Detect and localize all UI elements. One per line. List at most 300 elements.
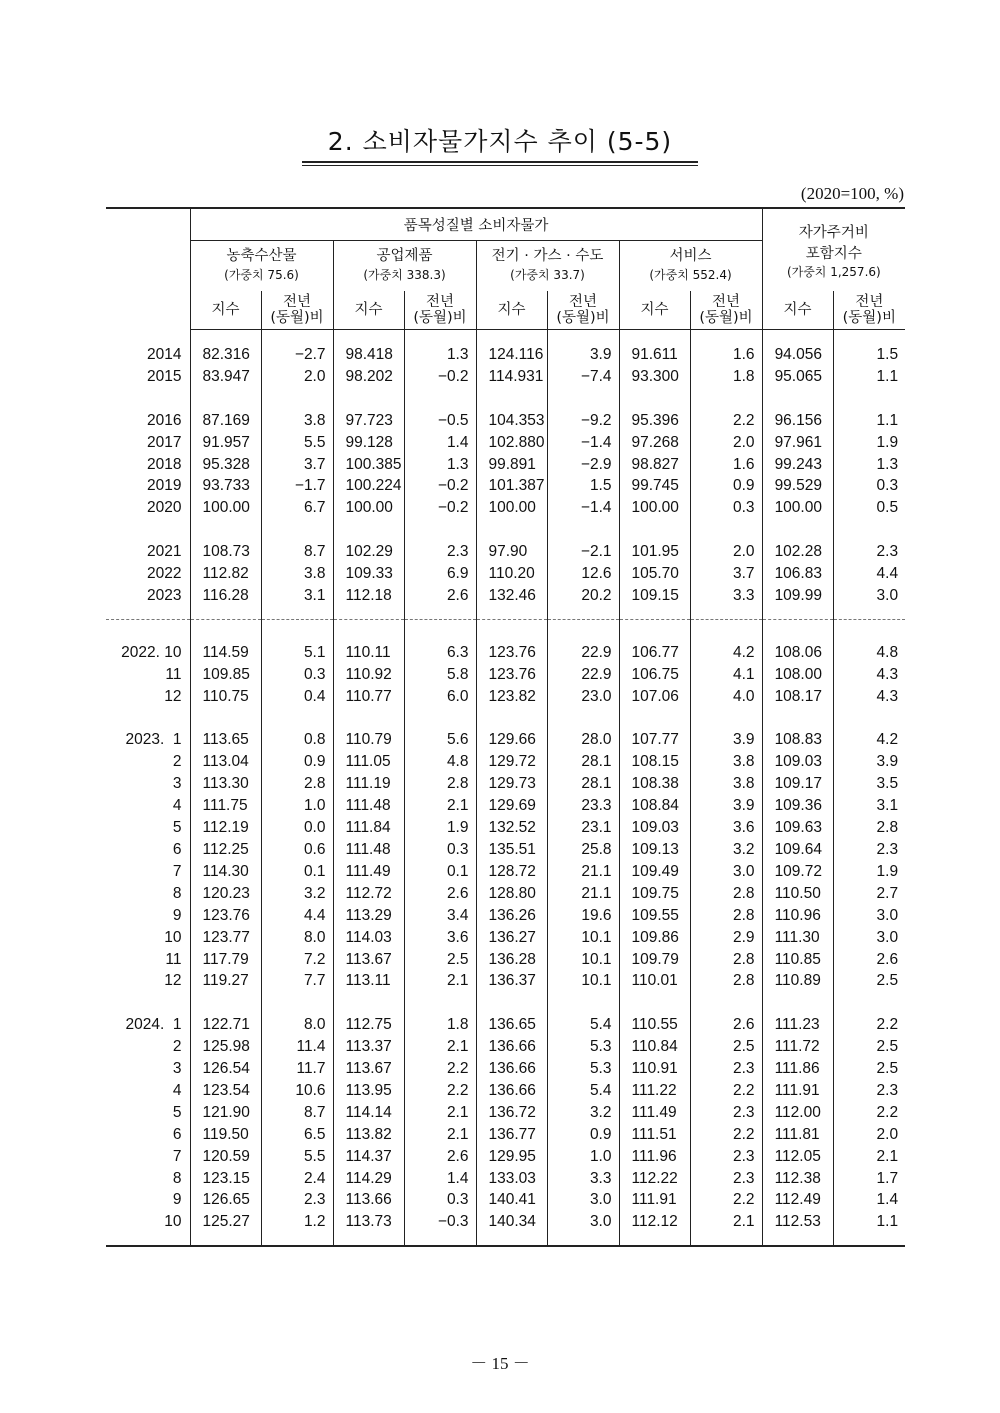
index-value: 136.66 [476,1058,547,1080]
yoy-ratio-value: 1.3 [404,454,476,476]
index-value: 99.891 [476,454,547,476]
index-value: 97.268 [619,432,690,454]
yoy-ratio-value: 2.9 [690,927,762,949]
index-value: 111.05 [333,751,404,773]
yoy-ratio-value: 3.8 [690,773,762,795]
yoy-ratio-value: 2.0 [690,541,762,563]
yoy-ratio-value: 0.9 [261,751,333,773]
yoy-ratio-value: 3.9 [690,729,762,751]
index-value: 123.54 [190,1080,261,1102]
row-period-label: 5 [172,819,182,837]
index-value: 136.26 [476,905,547,927]
yoy-ratio-value: 28.0 [547,729,619,751]
index-value: 116.28 [190,585,261,607]
yoy-ratio-value: 12.6 [547,563,619,585]
yoy-ratio-value: 28.1 [547,751,619,773]
yoy-ratio-value: 2.6 [690,1014,762,1036]
yoy-ratio-value: 0.3 [261,664,333,686]
index-value: 120.23 [190,883,261,905]
index-value: 111.30 [762,927,833,949]
title-underline [302,161,698,163]
yoy-ratio-value: 4.3 [833,664,905,686]
yoy-ratio-value: 2.3 [690,1058,762,1080]
yoy-ratio-value: 5.6 [404,729,476,751]
row-period-label: 3 [172,775,182,793]
index-value: 100.00 [190,497,261,519]
yoy-ratio-value: 2.2 [690,1189,762,1211]
yoy-ratio-value: 4.8 [833,642,905,664]
index-value: 101.95 [619,541,690,563]
subheader-ratio-line2: (동월)비 [270,310,324,326]
yoy-ratio-value: −0.5 [404,410,476,432]
yoy-ratio-value: 2.3 [690,1168,762,1190]
row-period-label: 10 [164,1213,182,1231]
yoy-ratio-value: 28.1 [547,773,619,795]
yoy-ratio-value: 3.5 [833,773,905,795]
index-value: 123.77 [190,927,261,949]
yoy-ratio-value: 2.8 [261,773,333,795]
table-row [106,883,905,905]
index-value: 136.37 [476,970,547,992]
index-value: 111.49 [333,861,404,883]
yoy-ratio-value: 2.1 [404,1124,476,1146]
owner-housing-weight: (가중치 1,257.6) [786,264,881,279]
index-value: 140.41 [476,1189,547,1211]
yoy-ratio-value: −2.1 [547,541,619,563]
yoy-ratio-value: −0.2 [404,475,476,497]
yoy-ratio-value: 0.6 [261,839,333,861]
index-value: 101.387 [476,475,547,497]
index-value: 108.84 [619,795,690,817]
index-value: 128.72 [476,861,547,883]
yoy-ratio-value: 3.6 [690,817,762,839]
row-period-label: 2015 [147,367,182,385]
yoy-ratio-value: 0.3 [404,1189,476,1211]
category-weight: (가중치 338.3) [363,268,446,282]
table-row [106,1124,905,1146]
yoy-ratio-value: 5.8 [404,664,476,686]
index-value: 129.72 [476,751,547,773]
index-value: 108.17 [762,686,833,708]
yoy-ratio-value: 0.3 [404,839,476,861]
index-value: 112.05 [762,1146,833,1168]
index-value: 113.30 [190,773,261,795]
row-period-label: 8 [172,1169,182,1187]
yoy-ratio-value: 2.2 [833,1102,905,1124]
index-value: 106.83 [762,563,833,585]
index-value: 110.91 [619,1058,690,1080]
index-value: 136.27 [476,927,547,949]
yoy-ratio-value: 1.9 [833,432,905,454]
yoy-ratio-value: 23.1 [547,817,619,839]
index-value: 109.36 [762,795,833,817]
yoy-ratio-value: 1.9 [404,817,476,839]
yoy-ratio-value: 3.4 [404,905,476,927]
yoy-ratio-value: 2.6 [833,949,905,971]
index-value: 140.34 [476,1211,547,1233]
yoy-ratio-value: 3.0 [547,1211,619,1233]
yoy-ratio-value: 1.4 [833,1189,905,1211]
yoy-ratio-value: −2.9 [547,454,619,476]
index-value: 132.52 [476,817,547,839]
yoy-ratio-value: 2.1 [690,1211,762,1233]
yoy-ratio-value: 3.0 [833,585,905,607]
yoy-ratio-value: 10.1 [547,927,619,949]
yoy-ratio-value: 2.5 [690,1036,762,1058]
index-value: 121.90 [190,1102,261,1124]
yoy-ratio-value: 3.9 [690,795,762,817]
table-row [106,970,905,992]
index-value: 87.169 [190,410,261,432]
index-value: 110.55 [619,1014,690,1036]
yoy-ratio-value: 2.3 [833,839,905,861]
index-value: 113.82 [333,1124,404,1146]
index-value: 114.14 [333,1102,404,1124]
yoy-ratio-value: 2.1 [404,970,476,992]
row-period-label: 2014 [147,346,182,363]
index-value: 111.48 [333,839,404,861]
yoy-ratio-value: 2.0 [690,432,762,454]
row-period-label: 3 [172,1060,182,1078]
yoy-ratio-value: 3.3 [547,1168,619,1190]
index-value: 111.51 [619,1124,690,1146]
row-period-label: 6 [172,1125,182,1143]
index-value: 107.06 [619,686,690,708]
yoy-ratio-value: 23.3 [547,795,619,817]
index-value: 113.11 [333,970,404,992]
index-value: 123.76 [190,905,261,927]
yoy-ratio-value: 2.8 [690,883,762,905]
yoy-ratio-value: 4.1 [690,664,762,686]
index-value: 117.79 [190,949,261,971]
index-value: 96.156 [762,410,833,432]
yoy-ratio-value: 2.2 [404,1080,476,1102]
yoy-ratio-value: 1.3 [404,344,476,366]
yoy-ratio-value: 8.7 [261,541,333,563]
index-value: 123.15 [190,1168,261,1190]
table-row [106,344,905,366]
table-row [106,541,905,563]
index-value: 112.75 [333,1014,404,1036]
yoy-ratio-value: 2.8 [404,773,476,795]
yoy-ratio-value: 4.2 [833,729,905,751]
yoy-ratio-value: 2.3 [404,541,476,563]
index-value: 112.38 [762,1168,833,1190]
yoy-ratio-value: 3.6 [404,927,476,949]
index-value: 97.961 [762,432,833,454]
index-value: 106.75 [619,664,690,686]
index-value: 109.55 [619,905,690,927]
yoy-ratio-value: 2.1 [833,1146,905,1168]
yoy-ratio-value: 8.7 [261,1102,333,1124]
index-value: 113.95 [333,1080,404,1102]
yoy-ratio-value: 5.4 [547,1014,619,1036]
index-value: 98.827 [619,454,690,476]
yoy-ratio-value: 6.3 [404,642,476,664]
subheader-ratio-line1: 전년 [712,294,741,310]
table-row [106,432,905,454]
index-value: 110.84 [619,1036,690,1058]
page-number: － 15 － [470,1354,530,1373]
subheader-ratio [690,291,762,330]
index-value: 109.63 [762,817,833,839]
row-period-label: 2021 [147,543,182,561]
index-value: 110.20 [476,563,547,585]
index-value: 99.529 [762,475,833,497]
index-value: 110.85 [762,949,833,971]
yoy-ratio-value: 21.1 [547,883,619,905]
yoy-ratio-value: 2.1 [404,1102,476,1124]
yoy-ratio-value: 4.0 [690,686,762,708]
table-row [106,1168,905,1190]
category-name: 공업제품 [376,248,433,264]
yoy-ratio-value: 5.4 [547,1080,619,1102]
index-value: 129.69 [476,795,547,817]
table-row [106,1036,905,1058]
index-value: 100.00 [476,497,547,519]
index-value: 110.96 [762,905,833,927]
yoy-ratio-value: 1.4 [404,432,476,454]
yoy-ratio-value: 6.7 [261,497,333,519]
index-value: 119.50 [190,1124,261,1146]
yoy-ratio-value: 2.5 [833,970,905,992]
yoy-ratio-value: −0.3 [404,1211,476,1233]
yoy-ratio-value: 1.8 [404,1014,476,1036]
index-value: 109.75 [619,883,690,905]
table-row [106,817,905,839]
yoy-ratio-value: 1.4 [404,1168,476,1190]
index-value: 136.77 [476,1124,547,1146]
yoy-ratio-value: 2.0 [833,1124,905,1146]
index-value: 100.00 [762,497,833,519]
index-value: 109.15 [619,585,690,607]
index-value: 99.243 [762,454,833,476]
index-value: 136.66 [476,1036,547,1058]
subheader-ratio [404,291,476,330]
yoy-ratio-value: 0.1 [261,861,333,883]
spacer-row [106,708,905,730]
index-value: 108.15 [619,751,690,773]
yoy-ratio-value: 1.7 [833,1168,905,1190]
table-row [106,1189,905,1211]
yoy-ratio-value: −9.2 [547,410,619,432]
index-value: 109.85 [190,664,261,686]
subheader-ratio-line1: 전년 [855,294,884,310]
index-value: 114.30 [190,861,261,883]
index-value: 114.37 [333,1146,404,1168]
row-period-label: 2019 [147,477,182,495]
yoy-ratio-value: 1.1 [833,1211,905,1233]
yoy-ratio-value: 6.5 [261,1124,333,1146]
yoy-ratio-value: 3.0 [547,1189,619,1211]
index-value: 94.056 [762,344,833,366]
index-value: 120.59 [190,1146,261,1168]
index-value: 93.300 [619,366,690,388]
subheader-ratio-line1: 전년 [425,294,454,310]
subheader-ratio-line2: (동월)비 [699,310,753,326]
row-period-label: 2016 [147,411,182,429]
yoy-ratio-value: 2.5 [404,949,476,971]
index-value: 111.91 [619,1189,690,1211]
table-row [106,1146,905,1168]
index-value: 110.79 [333,729,404,751]
yoy-ratio-value: 3.0 [690,861,762,883]
index-value: 95.328 [190,454,261,476]
index-value: 111.91 [762,1080,833,1102]
yoy-ratio-value: 1.5 [833,344,905,366]
yoy-ratio-value: 3.8 [261,563,333,585]
yoy-ratio-value: 4.8 [404,751,476,773]
category-name: 전기 · 가스 · 수도 [491,248,604,264]
yoy-ratio-value: 19.6 [547,905,619,927]
row-period-label: 6 [172,840,182,858]
table-row [106,751,905,773]
index-value: 110.92 [333,664,404,686]
subheader-ratio-line2: (동월)비 [842,310,896,326]
spacer-row [106,992,905,1014]
yoy-ratio-value: 2.2 [690,1124,762,1146]
index-value: 110.75 [190,686,261,708]
yoy-ratio-value: 0.4 [261,686,333,708]
yoy-ratio-value: 1.6 [690,344,762,366]
table-row [106,729,905,751]
yoy-ratio-value: −2.7 [261,344,333,366]
table-row [106,795,905,817]
yoy-ratio-value: 2.5 [833,1036,905,1058]
index-value: 99.128 [333,432,404,454]
yoy-ratio-value: 1.5 [547,475,619,497]
yoy-ratio-value: 3.7 [690,563,762,585]
yoy-ratio-value: −1.7 [261,475,333,497]
index-value: 108.06 [762,642,833,664]
row-period-label: 4 [172,797,182,815]
yoy-ratio-value: 3.2 [547,1102,619,1124]
index-value: 122.71 [190,1014,261,1036]
index-value: 125.98 [190,1036,261,1058]
index-value: 112.19 [190,817,261,839]
yoy-ratio-value: 3.9 [833,751,905,773]
index-value: 98.202 [333,366,404,388]
index-value: 110.11 [333,642,404,664]
yoy-ratio-value: 1.8 [690,366,762,388]
index-value: 128.80 [476,883,547,905]
row-period-label: 5 [172,1103,182,1121]
row-period-label: 7 [172,1147,182,1165]
yoy-ratio-value: 3.8 [261,410,333,432]
yoy-ratio-value: 2.7 [833,883,905,905]
index-value: 129.66 [476,729,547,751]
yoy-ratio-value: 2.0 [261,366,333,388]
index-value: 91.611 [619,344,690,366]
index-value: 109.17 [762,773,833,795]
index-value: 124.116 [476,344,547,366]
table-row [106,949,905,971]
yoy-ratio-value: 0.0 [261,817,333,839]
table-row [106,861,905,883]
yoy-ratio-value: 11.7 [261,1058,333,1080]
yoy-ratio-value: 2.2 [833,1014,905,1036]
yoy-ratio-value: 5.3 [547,1036,619,1058]
yoy-ratio-value: 25.8 [547,839,619,861]
index-value: 114.03 [333,927,404,949]
category-header-agri [190,241,333,292]
index-value: 109.13 [619,839,690,861]
owner-housing-header [762,208,905,291]
yoy-ratio-value: 2.3 [833,541,905,563]
index-value: 126.54 [190,1058,261,1080]
yoy-ratio-value: 1.0 [261,795,333,817]
index-value: 112.00 [762,1102,833,1124]
index-value: 91.957 [190,432,261,454]
owner-housing-label-2: 포함지수 [805,245,862,262]
index-value: 109.03 [762,751,833,773]
title-underline-thin [302,165,698,166]
subheader-ratio [547,291,619,330]
row-period-label: 12 [164,687,182,705]
table-row [106,1058,905,1080]
yoy-ratio-value: 6.9 [404,563,476,585]
index-value: 111.72 [762,1036,833,1058]
yoy-ratio-value: 4.4 [261,905,333,927]
yoy-ratio-value: 2.3 [690,1146,762,1168]
yoy-ratio-value: 20.2 [547,585,619,607]
index-value: 95.065 [762,366,833,388]
index-value: 113.29 [333,905,404,927]
table-row [106,905,905,927]
table-row [106,454,905,476]
yoy-ratio-value: 22.9 [547,664,619,686]
yoy-ratio-value: 2.8 [833,817,905,839]
yoy-ratio-value: 10.1 [547,949,619,971]
table-row [106,497,905,519]
yoy-ratio-value: 0.3 [833,475,905,497]
index-value: 109.79 [619,949,690,971]
index-value: 113.66 [333,1189,404,1211]
index-value: 112.18 [333,585,404,607]
row-period-label: 2 [172,1038,182,1056]
index-value: 97.723 [333,410,404,432]
subheader-ratio [833,291,905,330]
index-value: 136.28 [476,949,547,971]
table-row [106,773,905,795]
row-period-label: 2024. 1 [125,1016,182,1034]
yoy-ratio-value: 3.1 [261,585,333,607]
index-value: 99.745 [619,475,690,497]
yoy-ratio-value: 2.8 [690,949,762,971]
yoy-ratio-value: 2.3 [261,1189,333,1211]
yoy-ratio-value: 6.0 [404,686,476,708]
row-period-label: 2022 [147,565,182,583]
index-value: 110.01 [619,970,690,992]
yoy-ratio-value: 0.9 [547,1124,619,1146]
index-value: 108.00 [762,664,833,686]
yoy-ratio-value: 8.0 [261,1014,333,1036]
index-value: 112.25 [190,839,261,861]
subheader-index: 지수 [762,291,833,330]
index-value: 112.22 [619,1168,690,1190]
index-value: 119.27 [190,970,261,992]
yoy-ratio-value: 2.8 [690,970,762,992]
yoy-ratio-value: 2.2 [690,1080,762,1102]
index-value: 107.77 [619,729,690,751]
yoy-ratio-value: 2.6 [404,883,476,905]
index-value: 136.72 [476,1102,547,1124]
index-value: 82.316 [190,344,261,366]
yoy-ratio-value: 7.2 [261,949,333,971]
yoy-ratio-value: 0.5 [833,497,905,519]
yoy-ratio-value: 4.4 [833,563,905,585]
yoy-ratio-value: 2.2 [404,1058,476,1080]
